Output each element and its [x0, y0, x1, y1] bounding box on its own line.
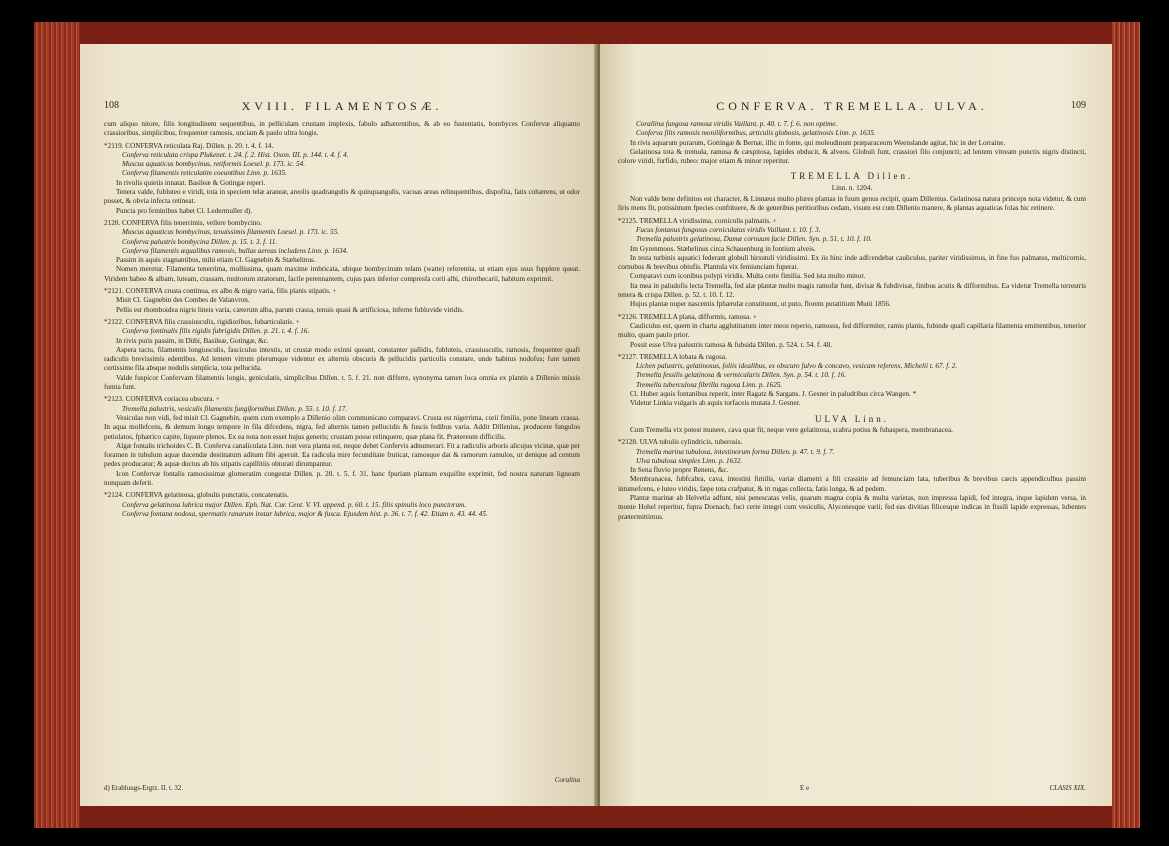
right-signature-mark: E e	[800, 784, 810, 792]
synonym-line: Fucus fontanus fungosus corniculatus viridis Vaillant. t. 10. f. 3.	[636, 225, 821, 234]
species-entry: *2123. CONFERVA coriacea obscura. +	[104, 395, 220, 404]
synonym-line: Conferva reticulata crispa Plukenet. t. 24. f. 2. Hist. Oxon. III. p. 144. t. 4. f. 4.	[122, 150, 349, 159]
section-subheading: Linn. n. 1204.	[831, 183, 873, 192]
text-paragraph: Possit esse Ulva palustris ramosa & fubsida Dillen. p. 524. t. 54. f. 48.	[630, 340, 833, 349]
species-entry: *2127. TREMELLA lobata & rugosa.	[618, 352, 727, 361]
text-paragraph: Im Gyrenmoos. Stæhelinus circa Schauenburg in fontium alveis.	[630, 244, 816, 253]
synonym-line: Conferva fontinalis filis rigidis fubrigidis Dillen. p. 21. t. 4. f. 16.	[122, 327, 310, 336]
synonym-line: Lichen palustris, gelatinosus, foliis idealibus, ex obscuro fulvo & concavo, vesicam referens, Michelii t. 67. f. 2.	[636, 362, 958, 371]
text-paragraph: Algæ fontalis trichoides C. B. Conferva canaliculata Linn. non vera planta est, neque debet Confervis adnumerari. Fit a radiculis arboris alicujus vicinæ, quæ per foramen in tubulum aquæ ducendæ destinatum aditum fibi aperuit. Ea radicula mire fecunditate fruticat, ramosque dat & ramorum ramulos, ut denique ad centum pedes producatur; & aquæ ductus ab his stipatis capillitiis obturati dirumpantur.	[104, 441, 580, 469]
species-entry: *2126. TREMELLA plana, difformis, ramosa. +	[618, 312, 757, 321]
left-page-body	[104, 120, 580, 519]
text-paragraph: Ita mea in paludofis lecta Tremella, fed alæ plantæ multo magis ramofæ funt, divisæ & fubdivisæ, finibus acutis & difformibus. Ea videtur Tremella terrestris tenera & crispa Dillen. p. 52. t. 10. f. 12.	[618, 281, 1086, 300]
text-paragraph: Puncta pro feminibus habet Cl. Ledermuller d).	[116, 206, 253, 215]
text-paragraph: Vesiculas non vidi, fed misit Cl. Gagnebin, quem cum exemplo a Dillenio olim communicato comparavi. Crusta est nigerrima, corii fimilis, pone lineam crassa. In aqua mollefcens, & demum longo tempore in fila difcedens, nigra, fed alternis tamen pellucidis & fuscis fedibus varia. Addit Dillenius, producere fungulos petiolatos, fphærico capite, liquore plenos. Ex ea nota non esset hujus generis; crustam posse relinquere, quæ plana fit. Prætereum difficilis.	[104, 413, 580, 441]
text-paragraph: In rivis aquarum purarum, Gottingæ & Bernæ, illic in fonte, qui moleudinum præparaceum Weenslande agitat, hic in der Lorraine.	[630, 138, 1006, 147]
species-entry: 2120. CONFERVA filis tenerrimis, vellere bombycino.	[104, 218, 262, 227]
right-page-number: 109	[1071, 100, 1086, 111]
right-catchword: CLASIS XIX.	[1049, 784, 1086, 792]
section-heading: TREMELLA Dillen.	[790, 171, 914, 182]
text-paragraph: Aspera tactu, filamentis longiusculis, fasciculus intextis, ut crustæ modo exinni queant, constanter pallidis, fubluteis, crassiusculis, ramosis, frequenter quafi radiculis brevissimis edentibus. Ad lentem vitrum plerumque videntur ex alternis obscuris & pellucidis particulis constare, unde habitus nodofus; funt tamen certissime fila absque nodulis simplicia, tota pellucida.	[104, 345, 580, 373]
left-page-number: 108	[104, 100, 119, 111]
text-paragraph: Hujus plantæ nuper nascentis fphærulæ constituunt, ut puto, florem putatitium Mutii 1856.	[630, 300, 891, 309]
species-entry: *2121. CONFERVA crusta continua, ex albo & nigro varia, filis planis stipatis. +	[104, 287, 337, 296]
synonym-line: Tremella palustris, vesiculis filamentis fungiformibus Dillen. p. 55. t. 10. f. 17.	[122, 404, 348, 413]
text-paragraph: Passim in aquis stagnantibus, mihi etiam Cl. Gagnebin & Stæhelinus.	[116, 256, 316, 265]
text-paragraph: Valde fuspicor Confervam filamentis longis, geniculatis, simplicibus Dillen. t. 5. f. 21. non differre, synonyma tamen loca omnia ex plantis a Dillenio missis fumta funt.	[104, 373, 580, 392]
text-paragraph: Plantæ marinæ ab Helvetia adfunt, nisi penescatas velis, quarum magna copia & multa varietas, non impressa lapidi, fed integra, inque lapidem versa, in monte Hohel reperitur, fupra Dornach, fuci certe integri cum vesiculis, Alyconesque varii; fed eas divitias filicesque indicas in fissili lapide expressas, lubentes prætermittimus.	[618, 493, 1086, 521]
left-page	[80, 44, 598, 806]
text-paragraph: Comparavi cum iconibus polypi viridis. Multa certe fimilia. Sed ista multo minor.	[630, 272, 866, 281]
right-page	[600, 44, 1112, 806]
species-entry: *2128. ULVA tubulis cylindricis, tuberosis.	[618, 438, 743, 447]
right-running-head	[618, 100, 1086, 116]
species-entry: *2119. CONFERVA reticulata Raj. Dillen. p. 20. t. 4. f. 14.	[104, 141, 274, 150]
species-entry: *2125. TREMELLA viridissima, corniculis palmatis. +	[618, 216, 777, 225]
synonym-line: Muscus aquaticus bombycinus, tenuissimis filamentis Loesel. p. 173. ic. 55.	[122, 228, 340, 237]
text-paragraph: Videtur Linkia vulgaris ab aquis torfaceis mutata J. Gesner.	[630, 399, 801, 408]
text-paragraph: In Sena fluvio propre Renens, &c.	[630, 466, 729, 475]
text-paragraph: Membranacea, fubfcabra, cava, intestini fimilis, variæ diametri a fili crassitie ad femunciam lata, tuberibus & brevibus cæcis appendiculbus passim intumefcens, e luteo viridis, fæpe tota crafpatur, & in rugas collecta, fatis longa, & ad pedem.	[618, 475, 1086, 493]
text-paragraph: Misit Cl. Gagnebin des Combes de Valanvron.	[116, 296, 250, 305]
text-paragraph: Nomen meretur. Filamenta tenerrima, mollissima, quam maxime imbricata, ubique bombycinum telam (watte) referentia, ut etiam ejus usus fupplere queat. Viridem habeo & albam, luteam, crassam, multorum stratorum, facile perennantem, cujus pars inferior compresfa corii albi, chirothecarii, habitum exprimit.	[104, 265, 580, 283]
text-paragraph: Tenera valde, fubluteo e viridi, tota in speciem telæ araneæ, areolis quadrangulis & quinquangulis, vacuas areas relinquentibus, dispofita, fatis cohærens, ut odor posset, & obvia infecta retineat.	[104, 188, 580, 206]
text-paragraph: Pellis est rhomboidea nigris lineis varia, cæterum alba, parum crassa, tenuis quasi & artificiosa, inferne fubluvide viridis.	[116, 305, 464, 314]
left-footnote: d) Erabluugs-Ergtz. II. t. 32.	[104, 784, 184, 792]
synonym-line: Conferva filamentis reticulatim coeuntibus Linn. p. 1635.	[122, 169, 287, 178]
text-paragraph: Gelatinosa tota & tremula, ramosa & cæspitosa, lapides obducit, & alveos. Globuli funt, crassiori filo conjuncti; ad lentem vitream punctis nigris distincti, colore viridi, furfido, rubeo: major etiam & minor reperitur.	[618, 147, 1086, 166]
text-paragraph: Cauliculus est, quem in charta agglutinatum inter meos reperio, ramosus, fed difformiter, ramis planis, fubinde quafi capillaria filamenta emittentibus, tenerior multo, quam paulo prior.	[618, 321, 1086, 340]
left-catchword: Coralina	[554, 776, 580, 784]
text-paragraph: cum aliquo nitore, filis longitudinem sequentibus, in pelliculam crustam implexis, fabulo adhærentibus, & ab eo fustentatis, bombyces Confervæ aliquanto crassioribus, simplicibus, frequenter ramosis, unciam & paulo ultra longis.	[104, 120, 580, 138]
text-paragraph: In testa turbinis aquatici federant globuli hirsutuli viridissimi. Ex iis hinc inde adfcendebat cauliculus, pariter viridissimus, in fine fuo palmatus, multicornis, cornubus & brevibus obtufis. Plantula vix femiunciam fuperat.	[618, 253, 1086, 272]
page-edges-right	[1112, 22, 1140, 828]
synonym-line: Ulva tubulosa simplex Linn. p. 1632.	[636, 456, 743, 465]
synonym-line: Conferva filamentis æqualibus ramosis, bullas aereas includens Linn. p. 1634.	[122, 246, 348, 255]
synonym-line: Corallina fungosa ramosa viridis Vaillant. p. 40. t. 7. f. 6. non optime.	[636, 120, 838, 128]
synonym-line: Conferva fontana nodosa, spermatis ranarum instar lubrica, major & fusca. Ejusdem hist. p. 36. t. 7. f. 42. Etiam n. 43. 44. 45.	[122, 509, 488, 518]
synonym-line: Conferva gelatinosa lubrica major Dillen. Eph. Nat. Cur. Cent. V. VI. append. p. 60. t. 15. filis spinulis loco punctorum.	[122, 500, 467, 509]
section-heading: ULVA Linn.	[814, 413, 889, 424]
left-running-title: XVIII. FILAMENTOSÆ.	[241, 99, 443, 113]
synonym-line: Conferva palustris bombycina Dillen. p. 15. t. 3. f. 11.	[122, 237, 278, 246]
synonym-line: Tremella fessilis gelatinosa & vermicularis Dillen. Syn. p. 54. t. 10. f. 16.	[636, 371, 847, 380]
synonym-line: Tremella palustris gelatinosa, Damæ cornuum facie Dillen. Syn. p. 51. t. 10. f. 10.	[636, 235, 872, 244]
synonym-line: Muscus aquaticus bombycinus, retiformis Loesel. p. 173. ic. 54.	[122, 160, 306, 169]
text-paragraph: In rivis puris passim, in Dübi, Basileæ, Gotingæ, &c.	[116, 336, 269, 345]
synonym-line: Tremella tuberculosa fibrilla rugosa Linn. p. 1625.	[636, 380, 783, 389]
page-edges-left	[34, 22, 80, 828]
text-paragraph: Icon Confervæ fontalis ramosissimæ glomeratim congestæ Dillen. p. 20. t. 5. f. 31. hanc fpuriam plantam exquifite exprimit, fed nostra naturam ligneam nunquam deferit.	[104, 469, 580, 487]
species-entry: *2124. CONFERVA gelatinosa, globulis punctatis, concatenatis.	[104, 491, 289, 500]
text-paragraph: Non valde bene definitos est character, & Linnæus multo plures plantas in fuum genus recipit, quam Dillenius. Gelatinosa natura princeps nota videtur, & cum ſiris mens fit, potissimum fpecies conftituere, & de generibus peritioribus cedam, visum est cum Dillenio manere, & plantas aquaticas folas hic retinere.	[618, 195, 1086, 213]
right-running-title: CONFERVA. TREMELLA. ULVA.	[716, 99, 988, 113]
text-paragraph: Cum Tremella vix potest munere, cava quæ fit, neque vere gelatinosa, scabra potius & fubaspera, membranacea.	[630, 425, 953, 434]
species-entry: *2122. CONFERVA filis crassiusculis, rigidioribus, fubarticulatis. +	[104, 317, 300, 326]
left-running-head	[104, 100, 580, 116]
text-paragraph: Cl. Huber aquis fontanibus reperit, inter Ragatz & Sargans. J. Gesner in paludribus circa Wangen. *	[630, 390, 917, 399]
synonym-line: Conferva filis ramosis moniliformibus, articulis globosis, gelatinosis Linn. p. 1635.	[636, 129, 876, 138]
synonym-line: Tremella marina tubulosa, intestinorum forma Dillen. p. 47. t. 9. f. 7.	[636, 447, 835, 456]
text-paragraph: In rivulis quietis innatat. Basileæ & Gotingæ reperi.	[116, 178, 266, 187]
right-page-body	[618, 120, 1086, 522]
